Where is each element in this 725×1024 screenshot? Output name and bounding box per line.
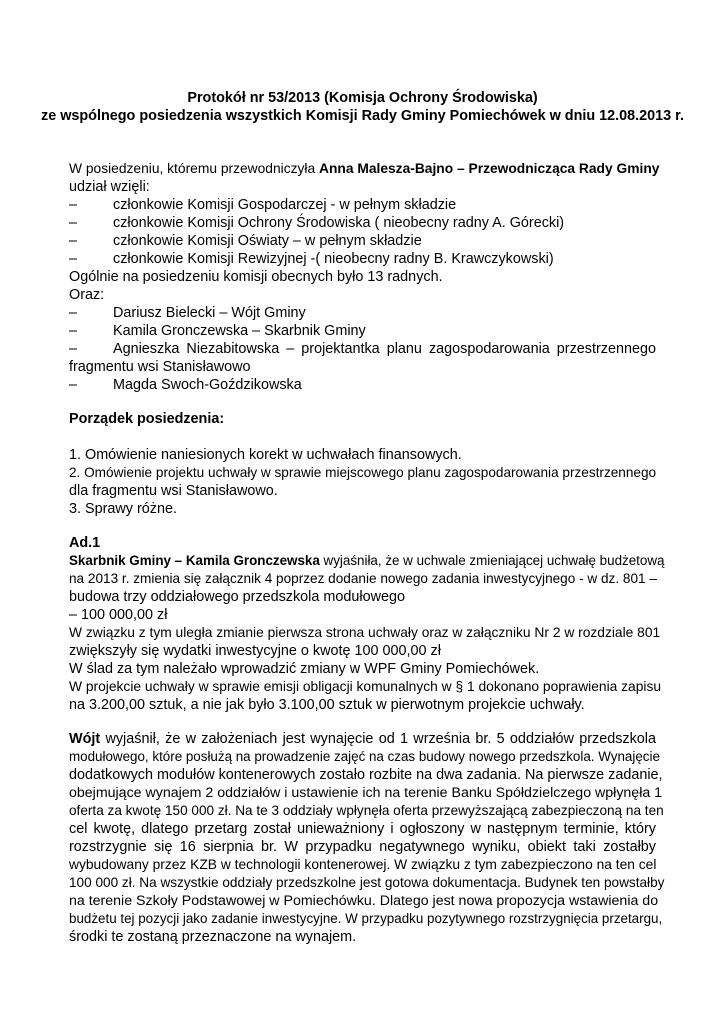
document-title: Protokół nr 53/2013 (Komisja Ochrony Środowiska): [187, 90, 538, 106]
dash-bullet: –: [69, 251, 78, 267]
chair-name: Anna Malesza-Bajno – Przewodnicząca Rady Gminy: [319, 161, 660, 176]
ad1-line: budowa trzy oddziałowego przedszkola modułowego: [69, 589, 405, 605]
speaker-name: Wójt: [69, 731, 101, 747]
ad1-line-text: wyjaśniła, że w uchwale zmieniającej uchwałę budżetową: [323, 553, 665, 568]
member-item: członkowie Komisji Oświaty – w pełnym składzie: [113, 233, 422, 249]
dash-bullet: –: [69, 323, 78, 339]
wojt-line: oferta za kwotę 150 000 zł. Na te 3 oddziały wpłynęła oferta przewyższającą zabezpieczoną na ten: [69, 803, 664, 818]
wojt-line-text: wyjaśnił, że w założeniach jest wynajęcie od 1 września br. 5 oddziałów przedszkola: [105, 731, 657, 747]
dash-bullet: –: [69, 215, 78, 231]
ad1-line: W ślad za tym należało wprowadzić zmiany w WPF Gminy Pomiechówek.: [69, 661, 540, 677]
agenda-item: 3. Sprawy różne.: [69, 501, 177, 517]
intro-suffix: udział wzięli:: [69, 179, 150, 195]
wojt-line: 100 000 zł. Na wszystkie oddziały przedszkolne jest gotowa dokumentacja. Budynek ten powstałby: [69, 875, 665, 890]
speaker-name: Skarbnik Gminy – Kamila Gronczewska: [69, 553, 320, 568]
dash-bullet: –: [69, 377, 78, 393]
ad1-line: na 2013 r. zmienia się załącznik 4 poprzez dodanie nowego zadania inwestycyjnego - w dz. 801 –: [69, 571, 657, 586]
guest-item: Dariusz Bielecki – Wójt Gminy: [113, 305, 306, 321]
dash-bullet: –: [69, 197, 78, 213]
guest-item: Kamila Gronczewska – Skarbnik Gminy: [113, 323, 366, 339]
ad1-line: na 3.200,00 sztuk, a nie jak było 3.100,00 sztuk w pierwotnym projekcie uchwały.: [69, 697, 585, 713]
member-item: członkowie Komisji Ochrony Środowiska ( nieobecny radny A. Górecki): [113, 215, 565, 231]
intro-prefix: W posiedzeniu, któremu przewodniczyła: [69, 161, 316, 176]
agenda-item: 1. Omówienie naniesionych korekt w uchwałach finansowych.: [69, 447, 462, 463]
intro-line: [69, 160, 660, 178]
ad1-line: W związku z tym uległa zmianie pierwsza strona uchwały oraz w załączniku Nr 2 w rozdziale 801: [69, 625, 661, 640]
dash-bullet: –: [69, 305, 78, 321]
wojt-line: budżetu tej pozycji jako zadanie inwestycyjne. W przypadku pozytywnego rozstrzygnięcia przetargu,: [69, 911, 663, 926]
also-label: Oraz:: [69, 287, 105, 303]
guest-item: Magda Swoch-Goździkowska: [113, 377, 302, 393]
wojt-line: cel kwotę, dlatego przetarg został unieważniony i ogłoszony w następnym terminie, który: [69, 821, 656, 837]
wojt-line: dodatkowych modułów kontenerowych zostało rozbite na dwa zadania. Na pierwsze zadanie,: [69, 767, 663, 783]
section-heading-ad1: Ad.1: [69, 535, 101, 551]
agenda-item-continued: dla fragmentu wsi Stanisławowo.: [69, 483, 278, 499]
dash-bullet: –: [69, 233, 78, 249]
dash-bullet: –: [69, 341, 78, 357]
member-item: członkowie Komisji Gospodarczej - w pełnym składzie: [113, 197, 457, 213]
ad1-line: [69, 552, 664, 570]
ad1-line: zwiększyły się wydatki inwestycyjne o kwotę 100 000,00 zł: [69, 643, 441, 659]
wojt-line: rozstrzygnie się 16 sierpnia br. W przypadku negatywnego wyniku, obiekt taki zostałby: [69, 839, 656, 855]
wojt-line: środki te zostaną przeznaczone na wynajem.: [69, 929, 357, 945]
ad1-line: W projekcie uchwały w sprawie emisji obligacji komunalnych w § 1 dokonano poprawienia zapisu: [69, 679, 662, 694]
wojt-line: na terenie Szkoły Podstawowej w Pomiechówku. Dlatego jest nowa propozycja wstawienia do: [69, 893, 659, 909]
wojt-line: wybudowany przez KZB w technologii kontenerowej. W związku z tym zabezpieczono na ten cel: [69, 857, 657, 872]
attendance-text: Ogólnie na posiedzeniu komisji obecnych było 13 radnych.: [69, 269, 443, 285]
wojt-line: modułowego, które posłużą na prowadzenie zajęć na czas budowy nowego przedszkola. Wynajęcie: [69, 749, 660, 764]
guest-item: Agnieszka Niezabitowska – projektantka planu zagospodarowania przestrzennego: [113, 341, 656, 357]
agenda-heading: Porządek posiedzenia:: [69, 411, 225, 427]
document-subtitle: ze wspólnego posiedzenia wszystkich Komisji Rady Gminy Pomiechówek w dniu 12.08.2013 r.: [41, 108, 684, 124]
guest-item-continued: fragmentu wsi Stanisławowo: [69, 359, 251, 375]
wojt-line: obejmujące wynajem 2 oddziałów i ustawienie ich na terenie Banku Spółdzielczego wpłynęła 1: [69, 785, 663, 801]
wojt-line: [69, 730, 656, 748]
ad1-line: – 100 000,00 zł: [69, 607, 168, 623]
agenda-item: 2. Omówienie projektu uchwały w sprawie miejscowego planu zagospodarowania przestrzennego: [69, 465, 657, 480]
member-item: członkowie Komisji Rewizyjnej -( nieobecny radny B. Krawczykowski): [113, 251, 554, 267]
